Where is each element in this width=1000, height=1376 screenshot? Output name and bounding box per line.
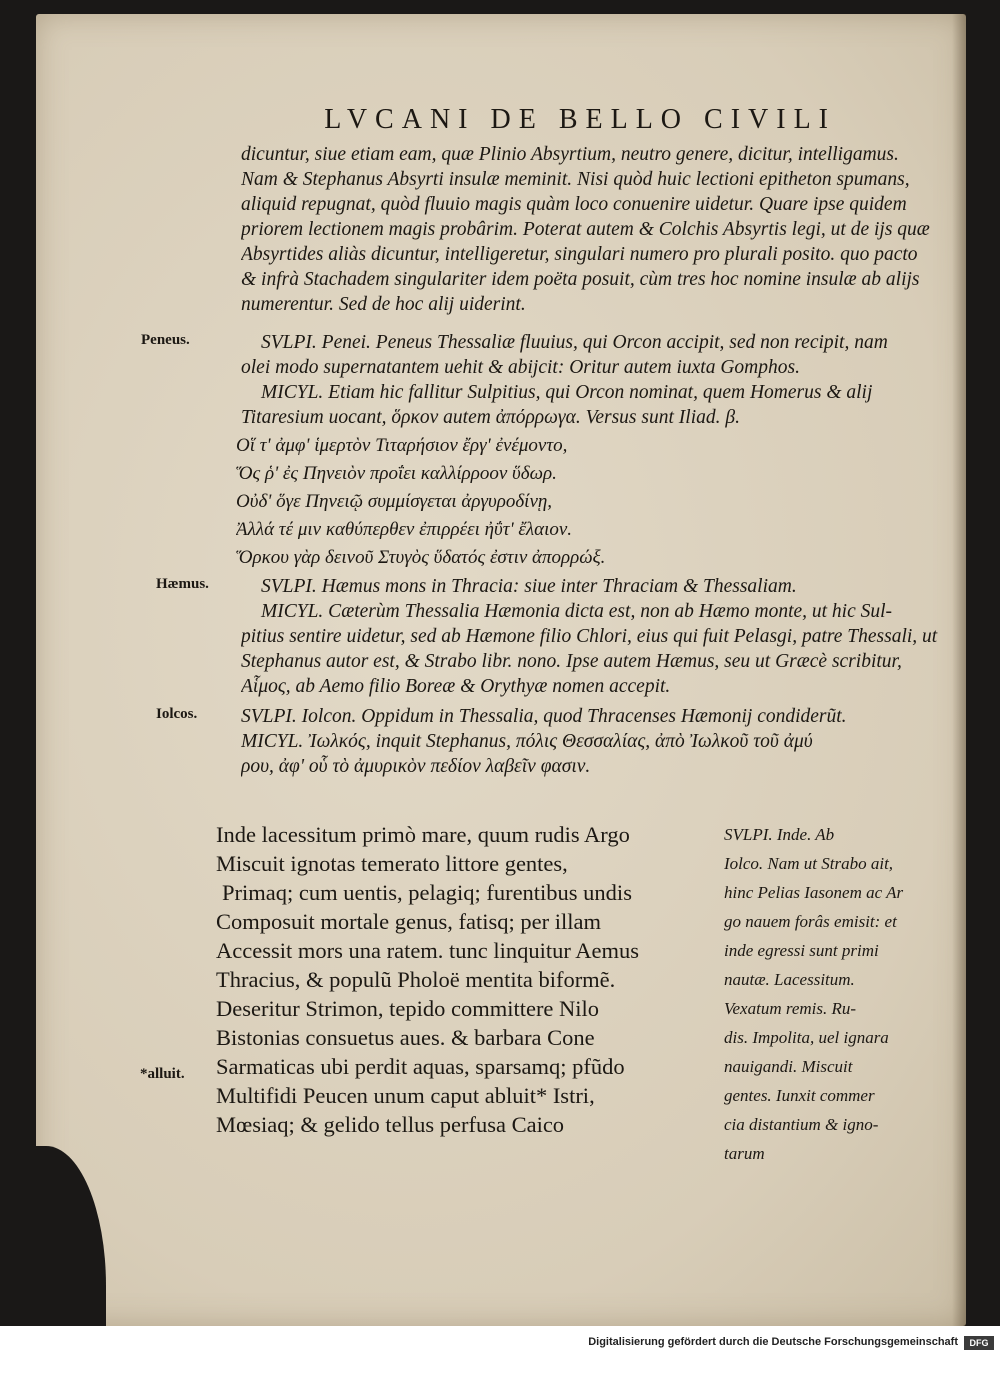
commentary-line: ρου, ἀφ' οὗ τὸ ἀμυρικὸν πεδίον λαβεῖν φασιν. <box>241 756 591 777</box>
commentary-line: MICYL. Cæterùm Thessalia Hæmonia dicta est, non ab Hæmo monte, ut hic Sul- <box>261 601 893 622</box>
iolcos-entry <box>241 704 956 779</box>
margin-note-peneus: Peneus. <box>141 332 190 348</box>
commentary-line: dicuntur, siue etiam eam, quæ Plinio Absyrtium, neutro genere, dicitur, intelligamus. <box>241 144 899 165</box>
greek-verse-line: Οἵ τ' ἀμφ' ἱμερτὸν Τιταρήσιον ἔργ' ἐνέμοντο, <box>236 435 568 456</box>
commentary-line: numerentur. Sed de hoc alij uiderint. <box>241 294 526 315</box>
side-commentary-line: SVLPI. Inde. Ab <box>724 825 835 844</box>
greek-verse-line: Ὅς ῥ' ἐς Πηνειὸν προΐει καλλίρροον ὕδωρ. <box>236 463 557 484</box>
commentary-line: MICYL. Etiam hic fallitur Sulpitius, qui Orcon nominat, quem Homerus & alij <box>261 382 873 403</box>
commentary-line: SVLPI. Iolcon. Oppidum in Thessalia, quod Thracenses Hæmonij condiderũt. <box>241 706 847 727</box>
poem-line: Composuit mortale genus, fatisq; per illam <box>216 909 601 934</box>
running-head: LVCANI DE BELLO CIVILI <box>324 104 836 135</box>
commentary-line: MICYL. Ἰωλκός, inquit Stephanus, πόλις Θεσσαλίας, ἀπὸ Ἰωλκοῦ τοῦ ἀμύ <box>241 731 813 752</box>
poem-line: Mœsiaq; & gelido tellus perfusa Caico <box>216 1112 565 1137</box>
side-commentary-line: cia distantium & igno- <box>724 1115 879 1134</box>
margin-note-alluit: *alluit. <box>140 1066 185 1082</box>
side-commentary-line: Iolco. Nam ut Strabo ait, <box>724 854 894 873</box>
commentary-line: Nam & Stephanus Absyrti insulæ meminit. Nisi quòd huic lectioni epitheton spumans, <box>241 169 910 190</box>
poem-text <box>216 820 761 1139</box>
commentary-line: Titaresium uocant, ὅρκον autem ἀπόρρωγα. Versus sunt Iliad. β. <box>241 407 740 428</box>
hemus-entry <box>241 574 956 699</box>
book-page <box>36 14 966 1326</box>
commentary-line: aliquid repugnat, quòd fluuio magis quàm loco conuenire uidetur. Quare ipse quidem <box>241 194 907 215</box>
side-commentary <box>724 820 956 1168</box>
side-commentary-line: go nauem forâs emisit: et <box>724 912 897 931</box>
greek-verses <box>236 432 956 572</box>
side-commentary-line: hinc Pelias Iasonem ac Ar <box>724 883 904 902</box>
poem-line: Thracius, & populũ Pholoë mentita biformẽ. <box>216 967 616 992</box>
commentary-line: Absyrtides aliàs dicuntur, intelligeretur, singulari numero pro plurali posito. quo pacto <box>241 244 918 265</box>
side-commentary-line: inde egressi sunt primi <box>724 941 879 960</box>
torn-page-corner <box>36 1146 106 1326</box>
side-commentary-line: dis. Impolita, uel ignara <box>724 1028 889 1047</box>
commentary-line: SVLPI. Hæmus mons in Thracia: siue inter Thraciam & Thessaliam. <box>261 576 797 597</box>
poem-line: Sarmaticas ubi perdit aquas, sparsamq; pfũdo <box>216 1054 625 1079</box>
poem-line: Multifidi Peucen unum caput abluit* Istri, <box>216 1083 595 1108</box>
greek-verse-line: Ἀλλά τέ μιν καθύπερθεν ἐπιρρέει ἠΰτ' ἔλαιον. <box>236 519 573 540</box>
margin-note-hemus: Hæmus. <box>156 576 209 592</box>
peneus-entry <box>241 330 956 430</box>
commentary-top <box>241 142 956 317</box>
poem-line: Bistonias consuetus aues. & barbara Cone <box>216 1025 595 1050</box>
commentary-line: & infrà Stachadem singulariter idem poëta posuit, cùm tres hoc nomine insulæ ab alijs <box>241 269 920 290</box>
dfg-logo: DFG <box>964 1336 994 1350</box>
greek-verse-line: Ὅρκου γὰρ δεινοῦ Στυγὸς ὕδατός ἐστιν ἀπορρώξ. <box>236 547 606 568</box>
commentary-line: SVLPI. Penei. Peneus Thessaliæ fluuius, qui Orcon accipit, sed non recipit, nam <box>261 332 888 353</box>
commentary-line: Αἷμος, ab Aemo filio Boreæ & Orythyæ nomen accepit. <box>241 676 671 697</box>
poem-line: Inde lacessitum primò mare, quum rudis Argo <box>216 822 630 847</box>
side-commentary-line: tarum <box>724 1144 765 1163</box>
greek-verse-line: Οὐδ' ὅγε Πηνειῷ συμμίσγεται ἀργυροδίνῃ, <box>236 491 553 512</box>
funding-notice: Digitalisierung gefördert durch die Deutsche Forschungsgemeinschaft <box>588 1336 958 1348</box>
commentary-line: olei modo supernatantem uehit & abijcit: Oritur autem iuxta Gomphos. <box>241 357 800 378</box>
margin-note-iolcos: Iolcos. <box>156 706 198 722</box>
side-commentary-line: Vexatum remis. Ru- <box>724 999 857 1018</box>
side-commentary-line: nautæ. Lacessitum. <box>724 970 855 989</box>
commentary-line: pitius sentire uidetur, sed ab Hæmone filio Chlori, eius qui fuit Pelasgi, patre Thessali, ut <box>241 626 938 647</box>
poem-line: Deseritur Strimon, tepido committere Nilo <box>216 996 600 1021</box>
poem-line: Miscuit ignotas temerato littore gentes, <box>216 851 568 876</box>
side-commentary-line: nauigandi. Miscuit <box>724 1057 853 1076</box>
commentary-line: priorem lectionem magis probârim. Poterat autem & Colchis Absyrtis legi, ut de ijs quæ <box>241 219 930 240</box>
poem-line: Primaq; cum uentis, pelagiq; furentibus undis <box>222 880 632 905</box>
footer-bar <box>0 1326 1000 1376</box>
commentary-line: Stephanus autor est, & Strabo libr. nono. Ipse autem Hæmus, seu ut Græcè scribitur, <box>241 651 902 672</box>
side-commentary-line: gentes. Iunxit commer <box>724 1086 875 1105</box>
poem-line: Accessit mors una ratem. tunc linquitur Aemus <box>216 938 640 963</box>
